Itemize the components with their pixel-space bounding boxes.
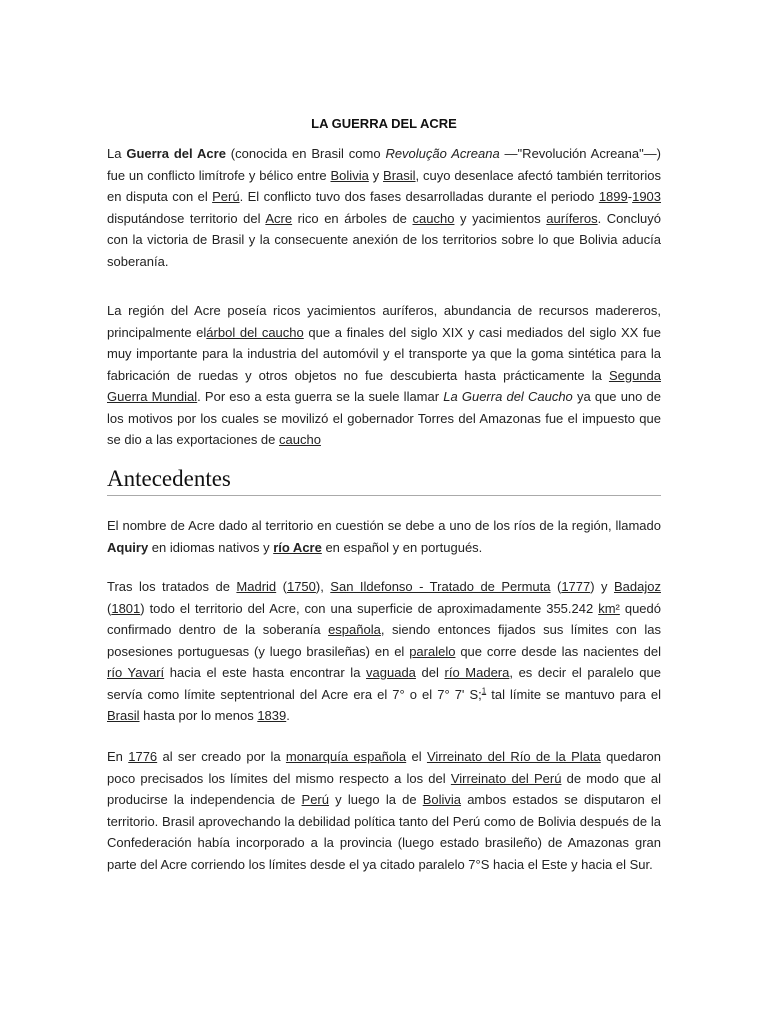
- link-brasil[interactable]: Brasil: [107, 708, 140, 723]
- link-1801[interactable]: 1801: [111, 600, 141, 616]
- text: , siendo entonces fijados sus límites con las posesiones portuguesas (y luego brasileñas) en el: [107, 622, 661, 659]
- text: quedó confirmado dentro de la soberanía: [107, 600, 661, 637]
- text: .: [286, 708, 290, 723]
- text: . Concluyó con la victoria de Brasil y la consecuente anexión de los territorios sobre lo que Bolivia aducía soberanía.: [107, 210, 661, 269]
- text: ),: [315, 579, 331, 594]
- link-madrid[interactable]: Madrid: [236, 579, 277, 594]
- text: en español y en portugués.: [321, 539, 483, 555]
- text: del: [415, 665, 445, 680]
- link-espanola[interactable]: española: [328, 622, 381, 637]
- link-peru[interactable]: Perú: [212, 189, 240, 204]
- link-virreinato-rio-de-la-plata[interactable]: Virreinato del Río de la Plata: [426, 749, 601, 764]
- text: disputándose territorio del: [107, 210, 266, 226]
- text: (: [276, 579, 287, 594]
- text: hasta por lo menos: [139, 708, 258, 723]
- link-bolivia[interactable]: Bolivia: [422, 792, 462, 807]
- text: (conocida en Brasil como: [225, 146, 386, 161]
- footnote-ref[interactable]: 1: [481, 686, 487, 696]
- link-rio-madera[interactable]: río Madera: [444, 665, 510, 680]
- text: ya que uno de los motivos por los cuales se movilizó el gobernador Torres del Amazonas fue el impuesto que se dio a las exportaciones de: [107, 389, 661, 447]
- section-heading-antecedentes: Antecedentes: [107, 466, 661, 496]
- link-virreinato-del-peru[interactable]: Virreinato del Perú: [450, 770, 562, 786]
- link-monarquia-espanola[interactable]: monarquía española: [285, 749, 407, 764]
- link-rio-yavari[interactable]: río Yavarí: [107, 665, 165, 680]
- text: de modo que al producirse la independencia de: [107, 770, 662, 807]
- viceroyalty-paragraph: [107, 746, 661, 875]
- link-auriferos[interactable]: auríferos: [546, 210, 598, 226]
- text: al ser creado por la: [157, 749, 286, 764]
- link-brasil[interactable]: Brasil: [383, 167, 416, 183]
- link-badajoz[interactable]: Badajoz: [614, 579, 661, 594]
- text: —"Revolución Acreana"—) fue un conflicto limítrofe y bélico entre: [107, 146, 662, 183]
- text: tal límite se mantuvo para el: [486, 686, 661, 702]
- link-peru[interactable]: Perú: [301, 792, 329, 807]
- link-1776[interactable]: 1776: [128, 749, 158, 764]
- text: Tras los tratados de: [107, 579, 237, 594]
- italic-term: Revolução Acreana: [385, 146, 500, 161]
- text: el: [406, 749, 427, 764]
- text: y yacimientos: [454, 210, 547, 226]
- name-paragraph: [107, 515, 661, 558]
- link-acre[interactable]: Acre: [265, 210, 293, 226]
- link-caucho[interactable]: caucho: [279, 432, 321, 447]
- text: En: [107, 749, 129, 764]
- text: y: [368, 167, 384, 183]
- link-km2[interactable]: km²: [598, 600, 620, 616]
- link-arbol-del-caucho[interactable]: árbol del caucho: [206, 324, 304, 340]
- italic-term: La Guerra del Caucho: [443, 389, 573, 404]
- link-1777[interactable]: 1777: [561, 579, 591, 594]
- bold-term: Guerra del Acre: [126, 146, 226, 161]
- link-rio-acre[interactable]: río Acre: [273, 539, 322, 555]
- link-1750[interactable]: 1750: [286, 579, 316, 594]
- link-paralelo[interactable]: paralelo: [409, 643, 456, 659]
- link-vaguada[interactable]: vaguada: [366, 665, 416, 680]
- text: ) todo el territorio del Acre, con una superficie de aproximadamente 355.242: [140, 600, 599, 616]
- text: hacia el este hasta encontrar la: [164, 665, 367, 680]
- link-segunda-guerra-mundial[interactable]: Segunda Guerra Mundial: [107, 367, 661, 404]
- text: La región del Acre poseía ricos yacimientos auríferos, abundancia de recursos madereros, principalmente el: [107, 303, 661, 340]
- text: que a finales del siglo XIX y casi mediados del siglo XX fue muy importante para la industria del automóvil y el transporte ya que la goma sintética para la fabricación de ruedas y otros objetos no fue descubierta hasta prácticamente la: [107, 324, 661, 383]
- text: -: [627, 189, 633, 204]
- text: rico en árboles de: [292, 210, 413, 226]
- text: , es decir el paralelo que servía como límite septentrional del Acre era el 7° o el 7° 7' S;: [107, 665, 661, 702]
- text: ) y: [590, 579, 614, 594]
- link-caucho[interactable]: caucho: [412, 210, 455, 226]
- link-bolivia[interactable]: Bolivia: [330, 167, 369, 183]
- treaties-paragraph: [107, 576, 661, 727]
- intro-paragraph: [107, 143, 661, 272]
- text: (: [107, 600, 112, 616]
- text: en idiomas nativos y: [148, 539, 274, 555]
- text: , cuyo desenlace afectó también territorios en disputa con el: [107, 167, 661, 204]
- bold-term: Aquiry: [107, 539, 149, 555]
- text: La: [107, 146, 127, 161]
- text: quedaron poco precisados los límites del mismo respecto a los del: [107, 749, 662, 786]
- document-title: LA GUERRA DEL ACRE: [311, 116, 457, 131]
- link-san-ildefonso[interactable]: San Ildefonso - Tratado de Permuta: [330, 579, 551, 594]
- text: ambos estados se disputaron el territorio. Brasil aprovechando la debilidad política tanto del Perú como de Bolivia después de la Confederación había incorporado a la provincia (luego estado brasileño) de Amazonas gran parte del Acre corriendo los límites desde el ya citado paralelo 7°S hacia el Este y hacia el Sur.: [107, 792, 661, 872]
- link-1899[interactable]: 1899: [598, 189, 628, 204]
- link-1839[interactable]: 1839: [257, 708, 287, 723]
- link-1903[interactable]: 1903: [632, 189, 662, 204]
- text: (: [550, 579, 562, 594]
- text: . Por eso a esta guerra se la suele llamar: [197, 389, 444, 404]
- text: . El conflicto tuvo dos fases desarrolladas durante el periodo: [239, 189, 599, 204]
- text: y luego la de: [329, 792, 423, 807]
- text: que corre desde las nacientes del: [455, 643, 661, 659]
- text: El nombre de Acre dado al territorio en cuestión se debe a uno de los ríos de la región, llamado: [107, 518, 661, 533]
- region-paragraph: [107, 300, 661, 451]
